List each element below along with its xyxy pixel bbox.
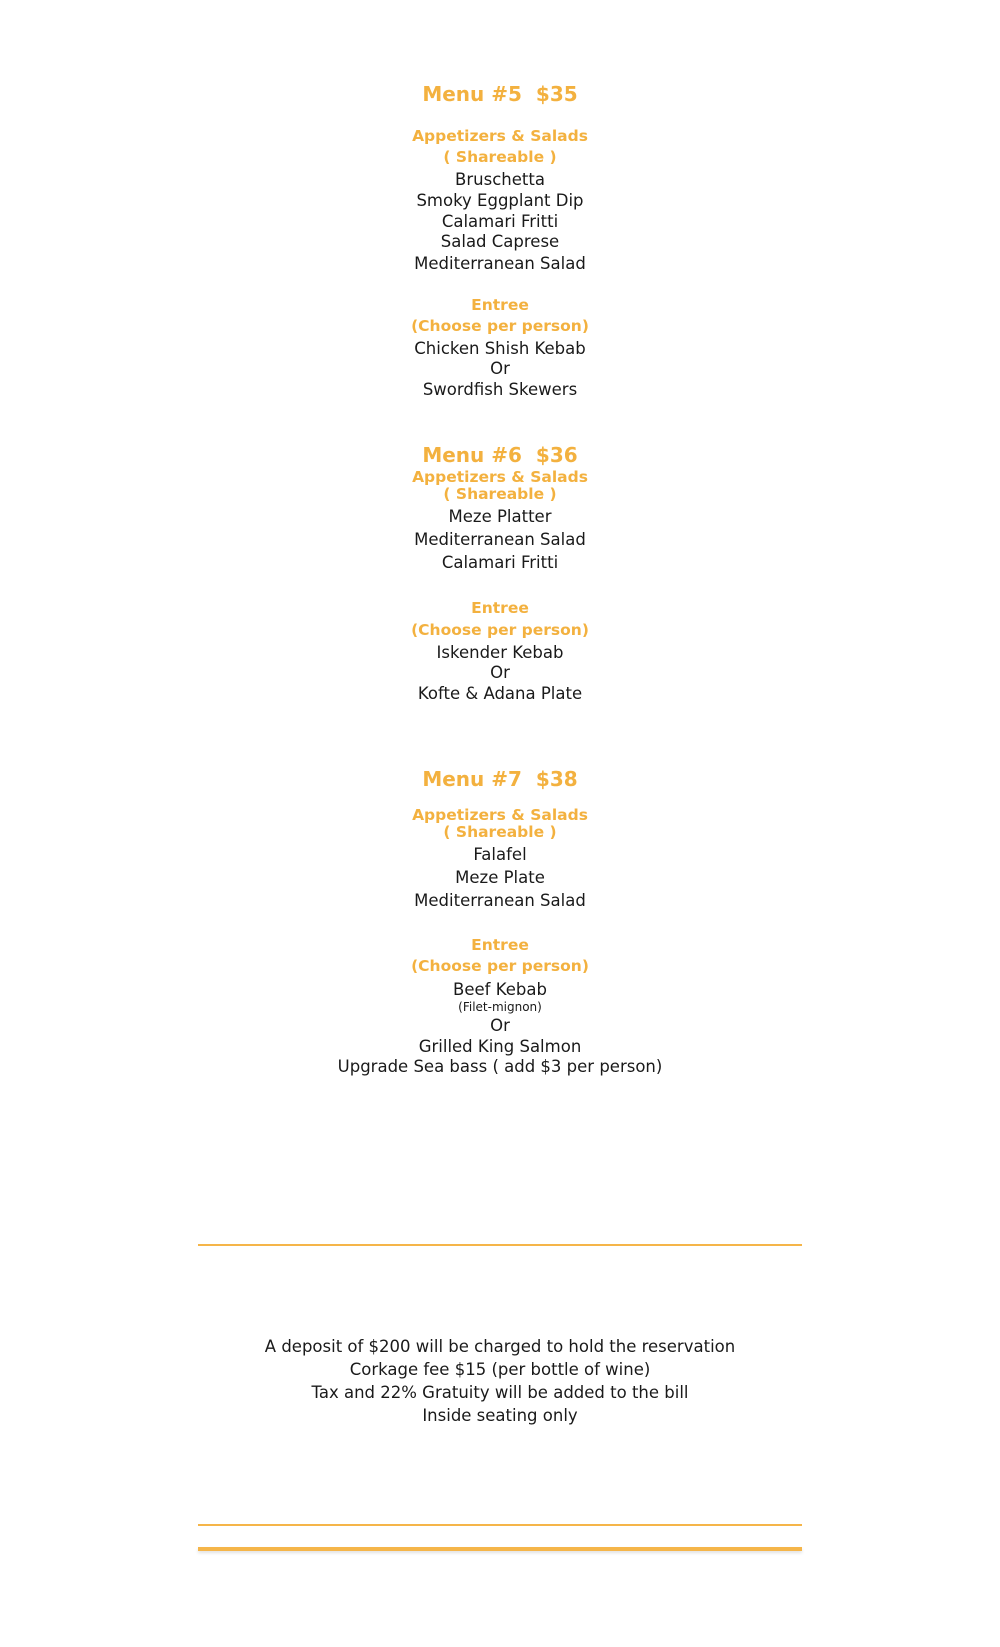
menu-6-entree-subheading: (Choose per person) <box>411 621 589 639</box>
policy-tax-gratuity: Tax and 22% Gratuity will be added to the bill <box>311 1383 689 1402</box>
menu-7-appetizer-item: Mediterranean Salad <box>414 891 586 910</box>
menu-5-entree-option: Swordfish Skewers <box>422 380 578 399</box>
menu-7-appetizer-item: Meze Plate <box>455 868 545 887</box>
menu-7-price: $38 <box>535 767 578 791</box>
menu-6-appetizers-subheading: ( Shareable ) <box>443 485 557 503</box>
menu-6-entree-option: Iskender Kebab <box>436 643 564 662</box>
menu-5-appetizers-subheading: ( Shareable ) <box>443 148 557 166</box>
divider-top <box>198 1244 802 1246</box>
menu-6-appetizer-item: Calamari Fritti <box>441 553 559 572</box>
menu-7-title <box>0 769 1000 789</box>
menu-7-appetizers-subheading: ( Shareable ) <box>443 823 557 841</box>
menu-6-entree-option: Kofte & Adana Plate <box>417 684 583 703</box>
policy-seating: Inside seating only <box>422 1406 578 1425</box>
menu-6-number: Menu #6 <box>422 443 522 467</box>
menu-5-number: Menu #5 <box>422 82 522 106</box>
menu-7-entree-subheading: (Choose per person) <box>411 957 589 975</box>
menu-6-title <box>0 445 1000 465</box>
menu-5-entree-option: Chicken Shish Kebab <box>414 339 586 358</box>
divider-bottom <box>198 1524 802 1526</box>
menu-5-appetizer-item: Mediterranean Salad <box>414 254 586 273</box>
policy-deposit: A deposit of $200 will be charged to hold the reservation <box>264 1337 736 1356</box>
menu-7-entree-upgrade: Upgrade Sea bass ( add $3 per person) <box>337 1057 663 1076</box>
menu-5-entree-subheading: (Choose per person) <box>411 317 589 335</box>
menu-5-appetizers-heading: Appetizers & Salads <box>412 127 588 145</box>
menu-7-entree-option-note: (Filet-mignon) <box>458 1000 542 1014</box>
menu-5-entree-or: Or <box>490 359 510 378</box>
menu-6-entree-heading: Entree <box>471 599 529 617</box>
policy-corkage: Corkage fee $15 (per bottle of wine) <box>349 1360 651 1379</box>
menu-5-appetizer-item: Salad Caprese <box>440 232 560 251</box>
menu-6-price: $36 <box>535 443 578 467</box>
menu-5-appetizer-item: Calamari Fritti <box>441 212 559 231</box>
menu-6-appetizers-heading: Appetizers & Salads <box>412 468 588 486</box>
menu-5-price: $35 <box>535 82 578 106</box>
menu-7-number: Menu #7 <box>422 767 522 791</box>
menu-5-entree-heading: Entree <box>471 296 529 314</box>
menu-7-entree-heading: Entree <box>471 936 529 954</box>
menu-7-appetizers-heading: Appetizers & Salads <box>412 806 588 824</box>
divider-footer <box>198 1547 802 1551</box>
menu-5-appetizer-item: Bruschetta <box>455 170 545 189</box>
menu-6-appetizer-item: Meze Platter <box>448 507 552 526</box>
menu-6-appetizer-item: Mediterranean Salad <box>414 530 586 549</box>
menu-6-entree-or: Or <box>490 663 510 682</box>
menu-7-entree-option: Grilled King Salmon <box>418 1037 582 1056</box>
menu-7-appetizer-item: Falafel <box>473 845 527 864</box>
menu-7-entree-or: Or <box>490 1016 510 1035</box>
menu-5-title <box>0 84 1000 104</box>
menu-5-appetizer-item: Smoky Eggplant Dip <box>416 191 584 210</box>
menu-7-entree-option: Beef Kebab <box>453 980 547 999</box>
